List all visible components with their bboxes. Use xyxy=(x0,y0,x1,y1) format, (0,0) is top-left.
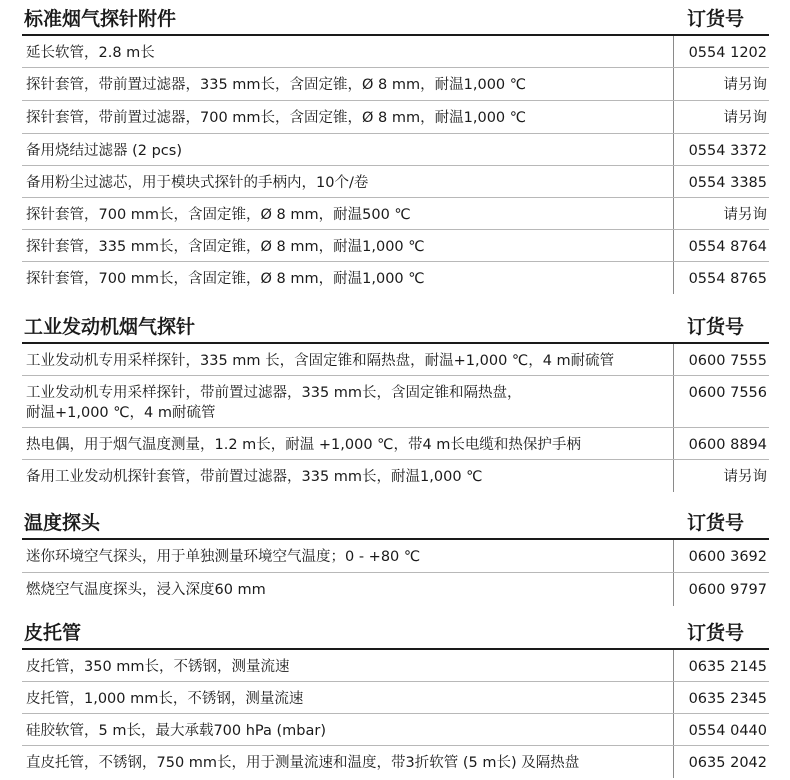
item-description: 迷你环境空气探头，用于单独测量环境空气温度；0 - +80 ℃ xyxy=(26,549,421,565)
table-row xyxy=(22,36,769,68)
section-header xyxy=(22,6,769,36)
order-number: 0600 8894 xyxy=(673,428,769,459)
section-pitot-tube xyxy=(22,620,769,778)
item-description: 工业发动机专用采样探针，335 mm 长，含固定锥和隔热盘，耐温+1,000 ℃，4 m耐硫管 xyxy=(26,353,615,369)
item-description: 备用工业发动机探针套管，带前置过滤器，335 mm长，耐温1,000 ℃ xyxy=(26,469,483,485)
table-row xyxy=(22,428,769,460)
table-body xyxy=(22,650,769,778)
order-number-header: 订货号 xyxy=(687,8,745,30)
order-number: 0554 0440 xyxy=(673,714,769,745)
order-number: 0554 8764 xyxy=(673,230,769,261)
table-row xyxy=(22,376,769,428)
item-description: 硅胶软管，5 m长，最大承载700 hPa (mbar) xyxy=(26,723,327,739)
item-description: 皮托管，350 mm长，不锈钢，测量流速 xyxy=(26,659,290,675)
table-row xyxy=(22,134,769,166)
section-header xyxy=(22,620,769,650)
item-description: 延长软管，2.8 m长 xyxy=(26,45,155,61)
table-row xyxy=(22,682,769,714)
table-row xyxy=(22,230,769,262)
table-row xyxy=(22,262,769,294)
item-description: 探针套管，带前置过滤器，335 mm长，含固定锥，Ø 8 mm，耐温1,000 ℃ xyxy=(26,77,527,93)
section-title: 标准烟气探针附件 xyxy=(24,8,177,30)
order-number: 请另询 xyxy=(673,68,769,100)
table-body xyxy=(22,344,769,492)
item-description: 热电偶，用于烟气温度测量，1.2 m长，耐温 +1,000 ℃，带4 m长电缆和热保护手柄 xyxy=(26,437,581,453)
table-body xyxy=(22,36,769,294)
order-number: 0635 2145 xyxy=(673,650,769,681)
section-title: 工业发动机烟气探针 xyxy=(24,316,196,338)
order-number: 0554 8765 xyxy=(673,262,769,294)
section-flue-probe-accessories xyxy=(22,6,769,294)
table-row xyxy=(22,714,769,746)
section-header xyxy=(22,510,769,540)
table-row xyxy=(22,460,769,492)
section-title: 温度探头 xyxy=(24,512,101,534)
table-row xyxy=(22,650,769,682)
section-title: 皮托管 xyxy=(24,622,82,644)
section-industrial-engine-probe xyxy=(22,314,769,492)
order-number: 0554 1202 xyxy=(673,36,769,67)
item-description: 备用粉尘过滤芯，用于模块式探针的手柄内，10个/卷 xyxy=(26,175,369,191)
item-description: 直皮托管，不锈钢，750 mm长，用于测量流速和温度，带3折软管 (5 m长) 及隔热盘 xyxy=(26,755,580,771)
order-number: 0554 3372 xyxy=(673,134,769,165)
item-description: 备用烧结过滤器 (2 pcs) xyxy=(26,143,182,159)
order-number: 0600 9797 xyxy=(673,573,769,606)
table-row xyxy=(22,746,769,778)
item-description: 探针套管，带前置过滤器，700 mm长，含固定锥，Ø 8 mm，耐温1,000 ℃ xyxy=(26,110,527,126)
item-description: 燃烧空气温度探头，浸入深度60 mm xyxy=(26,582,266,598)
order-number: 请另询 xyxy=(673,198,769,229)
order-number: 0635 2042 xyxy=(673,746,769,778)
section-temperature-probe xyxy=(22,510,769,606)
table-row xyxy=(22,344,769,376)
item-description: 探针套管，700 mm长，含固定锥，Ø 8 mm，耐温500 ℃ xyxy=(26,207,411,223)
order-number-header: 订货号 xyxy=(687,316,745,338)
table-row xyxy=(22,573,769,606)
order-number: 请另询 xyxy=(673,101,769,133)
table-row xyxy=(22,101,769,134)
table-row xyxy=(22,540,769,573)
item-description: 探针套管，335 mm长，含固定锥，Ø 8 mm，耐温1,000 ℃ xyxy=(26,239,425,255)
order-number: 请另询 xyxy=(673,460,769,492)
order-number: 0600 7555 xyxy=(673,344,769,375)
item-description: 皮托管，1,000 mm长，不锈钢，测量流速 xyxy=(26,691,304,707)
item-description-line: 耐温+1,000 ℃，4 m耐硫管 xyxy=(26,405,216,421)
item-description: 探针套管，700 mm长，含固定锥，Ø 8 mm，耐温1,000 ℃ xyxy=(26,271,425,287)
table-row xyxy=(22,166,769,198)
order-number-header: 订货号 xyxy=(687,512,745,534)
item-description-line: 工业发动机专用采样探针，带前置过滤器，335 mm长，含固定锥和隔热盘， xyxy=(26,385,522,401)
order-number: 0554 3385 xyxy=(673,166,769,197)
table-body xyxy=(22,540,769,606)
order-number: 0600 7556 xyxy=(673,376,769,427)
table-row xyxy=(22,68,769,101)
order-number-header: 订货号 xyxy=(687,622,745,644)
item-description xyxy=(22,376,673,427)
table-row xyxy=(22,198,769,230)
order-number: 0635 2345 xyxy=(673,682,769,713)
section-header xyxy=(22,314,769,344)
order-number: 0600 3692 xyxy=(673,540,769,572)
